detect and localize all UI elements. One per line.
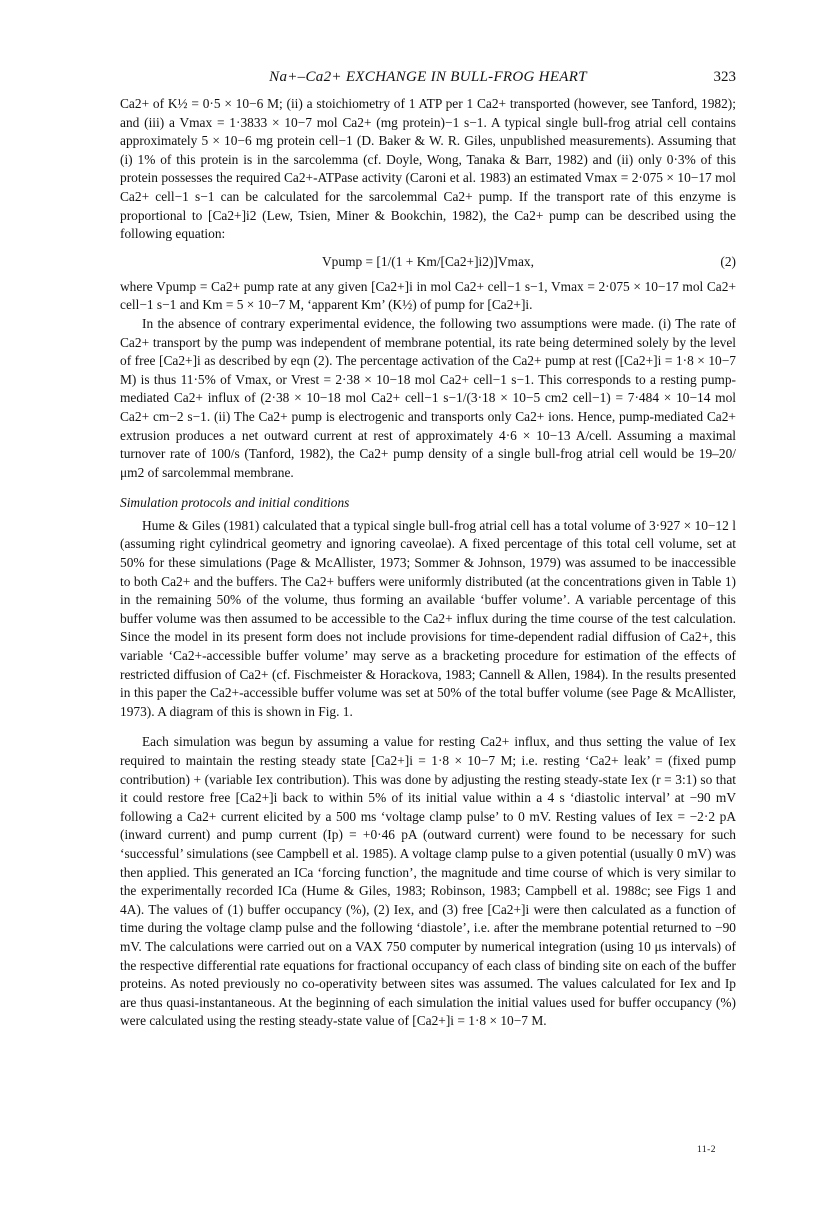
paragraph-simulation-procedure: Each simulation was begun by assuming a value for resting Ca2+ influx, and thus setting the value of Iex required to maintain the resting steady state [Ca2+]i = 1·8 × 10−7 M; i.e. resting ‘Ca2+ leak’ = (fixed pump contribution) + (variable Iex contribution). This was done by adjusting the resting steady-state Iex (r = 3:1) so that it could restore free [Ca2+]i back to within 5% of its initial value within a 4 s ‘diastolic interval’ at −90 mV following a Ca2+ current elicited by a 500 ms ‘voltage clamp pulse’ to 0 mV. Resting values of Iex = −2·2 pA (inward current) and pump current (Ip) = +0·46 pA (outward current) were found to be necessary for such ‘successful’ simulations (see Campbell et al. 1985). A voltage clamp pulse to a given potential (usually 0 mV) was then applied. This generated an ICa ‘forcing function’, the magnitude and time course of which is very similar to the experimentally recorded ICa (Hume & Giles, 1983; Robinson, 1983; Campbell et al. 1988c; see Figs 1 and 4A). The values of (1) buffer occupancy (%), (2) Iex, and (3) free [Ca2+]i were then calculated as a function of time during the voltage clamp pulse and the following ‘diastole’, i.e. after the membrane potential returned to −90 mV. The calculations were carried out on a VAX 750 computer by numerical integration (using 10 μs intervals) of the respective differential rate equations for fractional occupancy of each class of binding site on each of the buffer proteins. As noted previously no co-operativity between sites was assumed. The values calculated for Iex and Ip are thus quasi-instantaneous. At the beginning of each simulation the initial values used for buffer occupancy (%) were calculated using the resting steady-state value of [Ca2+]i = 1·8 × 10−7 M. bbox=[120, 734, 736, 1029]
paragraph-cell-volume: Hume & Giles (1981) calculated that a typical single bull-frog atrial cell has a total volume of 3·927 × 10−12 l (assuming right cylindrical geometry and ignoring caveolae). A fixed percentage of this total cell volume, set at 50% for these simulations (Page & McAllister, 1973; Sommer & Johnson, 1979) was assumed to be inaccessible to both Ca2+ and the buffers. The Ca2+ buffers were uniformly distributed (at the concentrations given in Table 1) in the remaining 50% of the volume, thus forming an available ‘buffer volume’. A variable percentage of this buffer volume was then assumed to be accessible to the Ca2+ influx during the time course of the test calculation. Since the model in its present form does not include provisions for time-dependent radial diffusion of Ca2+, this variable ‘Ca2+-accessible buffer volume’ may serve as a bracketing procedure for estimation of the effects of restricted diffusion of Ca2+ (cf. Fischmeister & Horackova, 1983; Cannell & Allen, 1984). In the results presented in this paper the Ca2+-accessible buffer volume was set at 50% of the total buffer volume (see Page & McAllister, 1973). A diagram of this is shown in Fig. 1. bbox=[120, 517, 736, 719]
page-header bbox=[120, 68, 736, 88]
equation-number: (2) bbox=[720, 253, 736, 269]
footer-signature-mark: 11-2 bbox=[697, 1145, 717, 1155]
paragraph-gap bbox=[120, 721, 736, 733]
paragraph-assumptions: In the absence of contrary experimental evidence, the following two assumptions were made. (i) The rate of Ca2+ transport by the pump was independent of membrane potential, its rate being determined solely by the level of free [Ca2+]i as described by eqn (2). The percentage activation of the Ca2+ pump at rest ([Ca2+]i = 1·8 × 10−7 M) is thus 11·5% of Vmax, or Vrest = 2·38 × 10−18 mol Ca2+ cell−1 s−1. This corresponds to a resting pump-mediated Ca2+ influx of (2·38 × 10−18 mol Ca2+ cell−1 s−1/(3·18 × 10−5 cm2 cell−1) = 7·484 × 10−14 mol Ca2+ cm−2 s−1. (ii) The Ca2+ pump is electrogenic and transports only Ca2+ ions. Hence, pump-mediated Ca2+ extrusion produces a net outward current at rest of approximately 4·6 × 10−13 A/cell. Assuming a maximal turnover rate of 100/s (Tanford, 1982), the Ca2+ pump density of a single bull-frog atrial cell would be 19–20/μm2 of sarcolemmal membrane. bbox=[120, 315, 736, 480]
section-heading: Simulation protocols and initial conditions bbox=[120, 495, 350, 511]
running-title: Na+–Ca2+ EXCHANGE IN BULL-FROG HEART bbox=[269, 69, 587, 85]
equation-2 bbox=[120, 251, 736, 273]
paragraph-equation-definitions: where Vpump = Ca2+ pump rate at any given [Ca2+]i in mol Ca2+ cell−1 s−1, Vmax = 2·075 × 10−17 mol Ca2+ cell−1 s−1 and Km = 5 × 10−7 M, ‘apparent Km’ (K½) of pump for [Ca2+]i. bbox=[120, 278, 736, 313]
page-body bbox=[120, 95, 736, 1031]
page-number: 323 bbox=[713, 69, 736, 85]
equation-text: Vpump = [1/(1 + Km/[Ca2+]i2)]Vmax, bbox=[322, 253, 534, 269]
paragraph-pump-parameters: Ca2+ of K½ = 0·5 × 10−6 M; (ii) a stoichiometry of 1 ATP per 1 Ca2+ transported (however, see Tanford, 1982); and (iii) a Vmax = 1·3833 × 10−7 mol Ca2+ (mg protein)−1 s−1. A typical single bull-frog atrial cell contains approximately 5 × 10−6 mg protein cell−1 (D. Baker & W. R. Giles, unpublished measurements). Assuming that (i) 1% of this protein is in the sarcolemma (cf. Doyle, Wong, Tanaka & Barr, 1982) and (ii) only 0·3% of this protein possesses the required Ca2+-ATPase activity (Caroni et al. 1983) an estimated Vmax = 2·075 × 10−17 mol Ca2+ cell−1 s−1 can be calculated for the sarcolemmal Ca2+ pump. If the transport rate of this enzyme is proportional to [Ca2+]i2 (Lew, Tsien, Miner & Bookchin, 1982), the Ca2+ pump can be described using the following equation: bbox=[120, 96, 736, 242]
